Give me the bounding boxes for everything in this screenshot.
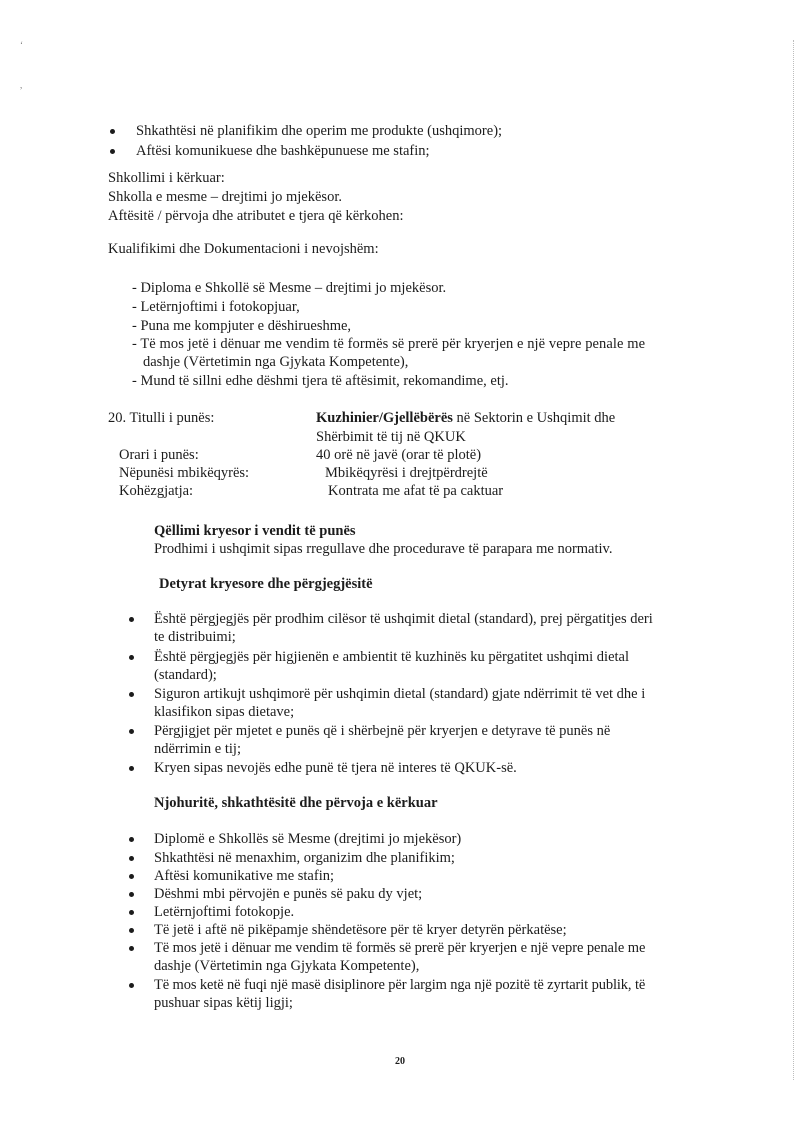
list-item: Shkathtësi në planifikim dhe operim me produkte (ushqimore); [136,123,503,139]
list-item: Të mos jetë i dënuar me vendim të formës së prerë për kryerjen e një vepre penale me [154,940,646,956]
list-item: Diplomë e Shkollës së Mesme (drejtimi jo mjekësor) [154,831,462,847]
list-item-continuation: dashje (Vërtetimin nga Gjykata Kompetente), [154,958,420,974]
list-item: - Letërnjoftimi i fotokopjuar, [132,299,300,315]
job-title-line2: Shërbimit të tij në QKUK [316,429,466,445]
list-item: - Puna me kompjuter e dëshirueshme, [132,318,352,334]
bullet-icon [129,692,134,697]
purpose-text: Prodhimi i ushqimit sipas rregullave dhe procedurave të parapara me normativ. [154,541,613,557]
duties-heading: Detyrat kryesore dhe përgjegjësitë [159,576,373,592]
bullet-icon [129,874,134,879]
bullet-icon [129,655,134,660]
list-item-continuation: te distribuimi; [154,629,236,645]
job-title-label: 20. Titulli i punës: [108,410,215,426]
bullet-icon [129,617,134,622]
duration-value: Kontrata me afat të pa caktuar [328,483,504,499]
list-item: Të jetë i aftë në pikëpamje shëndetësore për të kryer detyrën përkatëse; [154,922,567,938]
education-heading: Shkollimi i kërkuar: [108,170,225,186]
hours-value: 40 orë në javë (orar të plotë) [316,447,482,463]
list-item-continuation: (standard); [154,667,217,683]
bullet-icon [129,729,134,734]
list-item-continuation: dashje (Vërtetimin nga Gjykata Kompetente), [143,354,409,370]
bullet-icon [110,149,115,154]
list-item: Është përgjegjës për higjienën e ambientit të kuzhinës ku përgatitet ushqimi dietal [154,649,630,665]
list-item: Përgjigjet për mjetet e punës që i shërbejnë për kryerjen e detyrave të punës në [154,723,611,739]
list-item: - Diploma e Shkollë së Mesme – drejtimi jo mjekësor. [132,280,447,296]
scan-mark: , [20,80,23,90]
list-item: Letërnjoftimi fotokopje. [154,904,295,920]
bullet-icon [129,766,134,771]
list-item: Aftësi komunikuese dhe bashkëpunuese me stafin; [136,143,430,159]
list-item: Shkathtësi në menaxhim, organizim dhe planifikim; [154,850,455,866]
bullet-icon [129,892,134,897]
hours-label: Orari i punës: [119,447,199,463]
scan-edge-line [793,40,794,1080]
list-item: - Të mos jetë i dënuar me vendim të formës së prerë për kryerjen e një vepre penale me [132,336,646,352]
knowledge-heading: Njohuritë, shkathtësitë dhe përvoja e kërkuar [154,795,438,811]
list-item: Kryen sipas nevojës edhe punë të tjera në interes të QKUK-së. [154,760,517,776]
list-item: Siguron artikujt ushqimorë për ushqimin dietal (standard) gjate ndërrimit të vet dhe i [154,686,646,702]
list-item: Të mos ketë në fuqi një masë disiplinore për largim nga një pozitë të zyrtarit publik, të [154,977,646,993]
job-title-rest: në Sektorin e Ushqimit dhe [456,410,616,426]
bullet-icon [129,983,134,988]
education-value: Shkolla e mesme – drejtimi jo mjekësor. [108,189,342,205]
scan-mark: ‘ [20,40,23,50]
bullet-icon [129,910,134,915]
bullet-icon [129,946,134,951]
qualification-heading: Kualifikimi dhe Dokumentacioni i nevojshëm: [108,241,379,257]
page-number: 20 [395,1056,405,1067]
job-title-bold: Kuzhinier/Gjellëbërës [316,410,453,426]
purpose-heading: Qëllimi kryesor i vendit të punës [154,523,356,539]
duration-label: Kohëzgjatja: [119,483,194,499]
bullet-icon [110,129,115,134]
skills-heading: Aftësitë / përvoja dhe atributet e tjera që kërkohen: [108,208,404,224]
supervisor-label: Nëpunësi mbikëqyrës: [119,465,250,481]
bullet-icon [129,856,134,861]
list-item: Aftësi komunikative me stafin; [154,868,335,884]
bullet-icon [129,837,134,842]
list-item-continuation: klasifikon sipas dietave; [154,704,295,720]
list-item: - Mund të sillni edhe dëshmi tjera të aftësimit, rekomandime, etj. [132,373,509,389]
list-item-continuation: ndërrimin e tij; [154,741,241,757]
list-item-continuation: pushuar sipas këtij ligji; [154,995,293,1011]
list-item: Është përgjegjës për prodhim cilësor të ushqimit dietal (standard), prej përgatitjes deri [154,611,653,627]
supervisor-value: Mbikëqyrësi i drejtpërdrejtë [325,465,488,481]
bullet-icon [129,928,134,933]
job-title-value [316,408,615,428]
list-item: Dëshmi mbi përvojën e punës së paku dy vjet; [154,886,423,902]
